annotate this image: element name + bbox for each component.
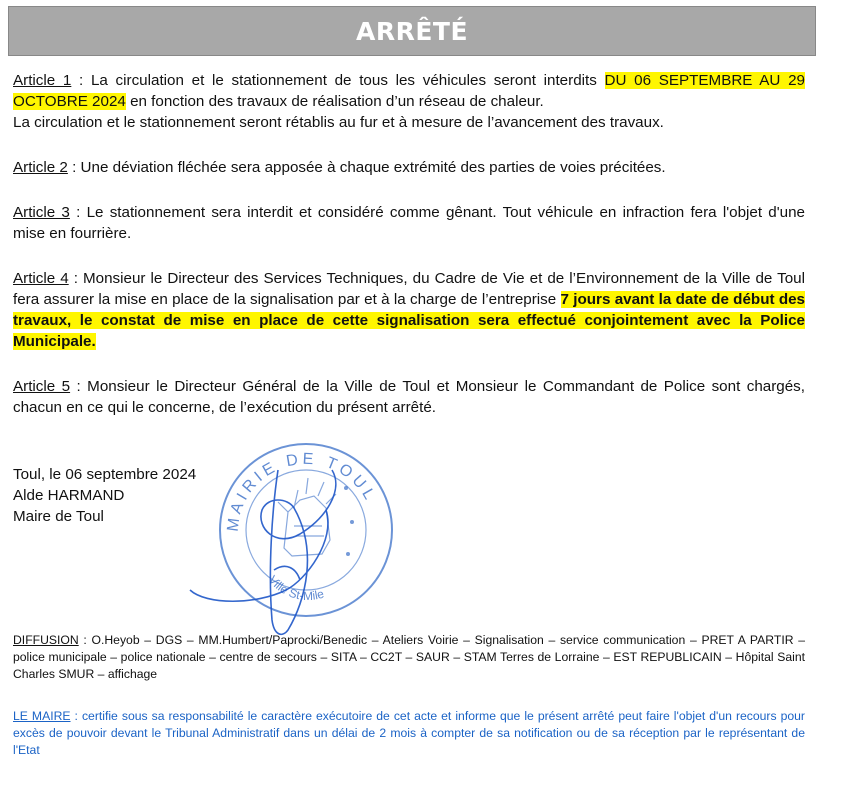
article-4-label: Article 4 (13, 270, 69, 287)
article-1-line2: La circulation et le stationnement seront rétablis au fur et à mesure de l’avancement des travaux. (13, 114, 664, 131)
mayor-notice-label: LE MAIRE (13, 709, 71, 723)
article-2 (13, 157, 805, 178)
article-5-label: Article 5 (13, 378, 71, 395)
signatory-name: Alde HARMAND (13, 487, 125, 504)
diffusion-text: : O.Heyob – DGS – MM.Humbert/Paprocki/Benedic – Ateliers Voirie – Signalisation – service communication – PRET A PARTIR – police municipale – police nationale – centre de secours – SITA – CC2T – SAUR – STAM Terres de Lorraine – EST REPUBLICAIN – Hôpital Saint Charles SMUR – affichage (13, 633, 805, 681)
article-1-text: La circulation et le stationnement de tous les véhicules seront interdits (90, 72, 605, 89)
mayor-notice (13, 708, 805, 759)
article-5 (13, 376, 805, 418)
signature-block (13, 464, 196, 527)
stamp-bottom-text: Ville St-Mile (265, 572, 326, 604)
article-4-highlight: 7 jours avant la date de début des travaux, le constat de mise en place de cette signalisation sera effectué conjointement avec la Police Municipale. (13, 291, 805, 350)
place-date: Toul, le 06 septembre 2024 (13, 466, 197, 483)
title-banner (8, 6, 816, 56)
distribution-list (13, 632, 805, 683)
article-1-dates-highlight: DU 06 SEPTEMBRE AU 29 OCTOBRE 2024 (13, 72, 805, 110)
article-3-text: Le stationnement sera interdit et considéré comme gênant. Tout véhicule en infraction fera l'objet d'une mise en fourrière. (13, 204, 805, 242)
article-1 (13, 70, 805, 133)
articles-body (13, 70, 805, 442)
article-2-text: Une déviation fléchée sera apposée à chaque extrémité des parties de voies précitées. (80, 159, 666, 176)
article-1-text-cont: en fonction des travaux de réalisation d’un réseau de chaleur. (125, 93, 544, 110)
diffusion-label: DIFFUSION (13, 633, 79, 647)
article-4-sep: : (68, 270, 83, 287)
stamp-top-text: MAIRIE DE TOUL (224, 450, 380, 533)
article-2-label: Article 2 (13, 159, 68, 176)
article-1-label: Article 1 (13, 72, 72, 89)
article-3 (13, 202, 805, 244)
article-3-label: Article 3 (13, 204, 70, 221)
handwritten-signature (190, 470, 336, 634)
article-1-sep: : (71, 72, 91, 89)
article-5-text: Monsieur le Directeur Général de la Ville de Toul et Monsieur le Commandant de Police sont chargés, chacun en ce qui le concerne, de l’exécution du présent arrêté. (13, 378, 805, 416)
town-hall-stamp (176, 430, 506, 640)
article-4-text: Monsieur le Directeur des Services Techniques, du Cadre de Vie et de l’Environnement de la Ville de Toul fera assurer la mise en place de la signalisation par et à la charge de l’entreprise (13, 270, 805, 308)
article-2-sep: : (67, 159, 81, 176)
article-5-sep: : (70, 378, 88, 395)
signatory-role: Maire de Toul (13, 508, 104, 525)
document-title: ARRÊTÉ (355, 16, 469, 46)
article-4 (13, 268, 805, 352)
mayor-notice-text: : certifie sous sa responsabilité le caractère exécutoire de cet acte et informe que le présent arrêté peut faire l'objet d'un recours pour excès de pouvoir devant le Tribunal Administratif dans un délai de 2 mois à compter de sa notification ou de sa réception par le représentant de l'Etat (13, 709, 805, 757)
article-3-sep: : (69, 204, 87, 221)
